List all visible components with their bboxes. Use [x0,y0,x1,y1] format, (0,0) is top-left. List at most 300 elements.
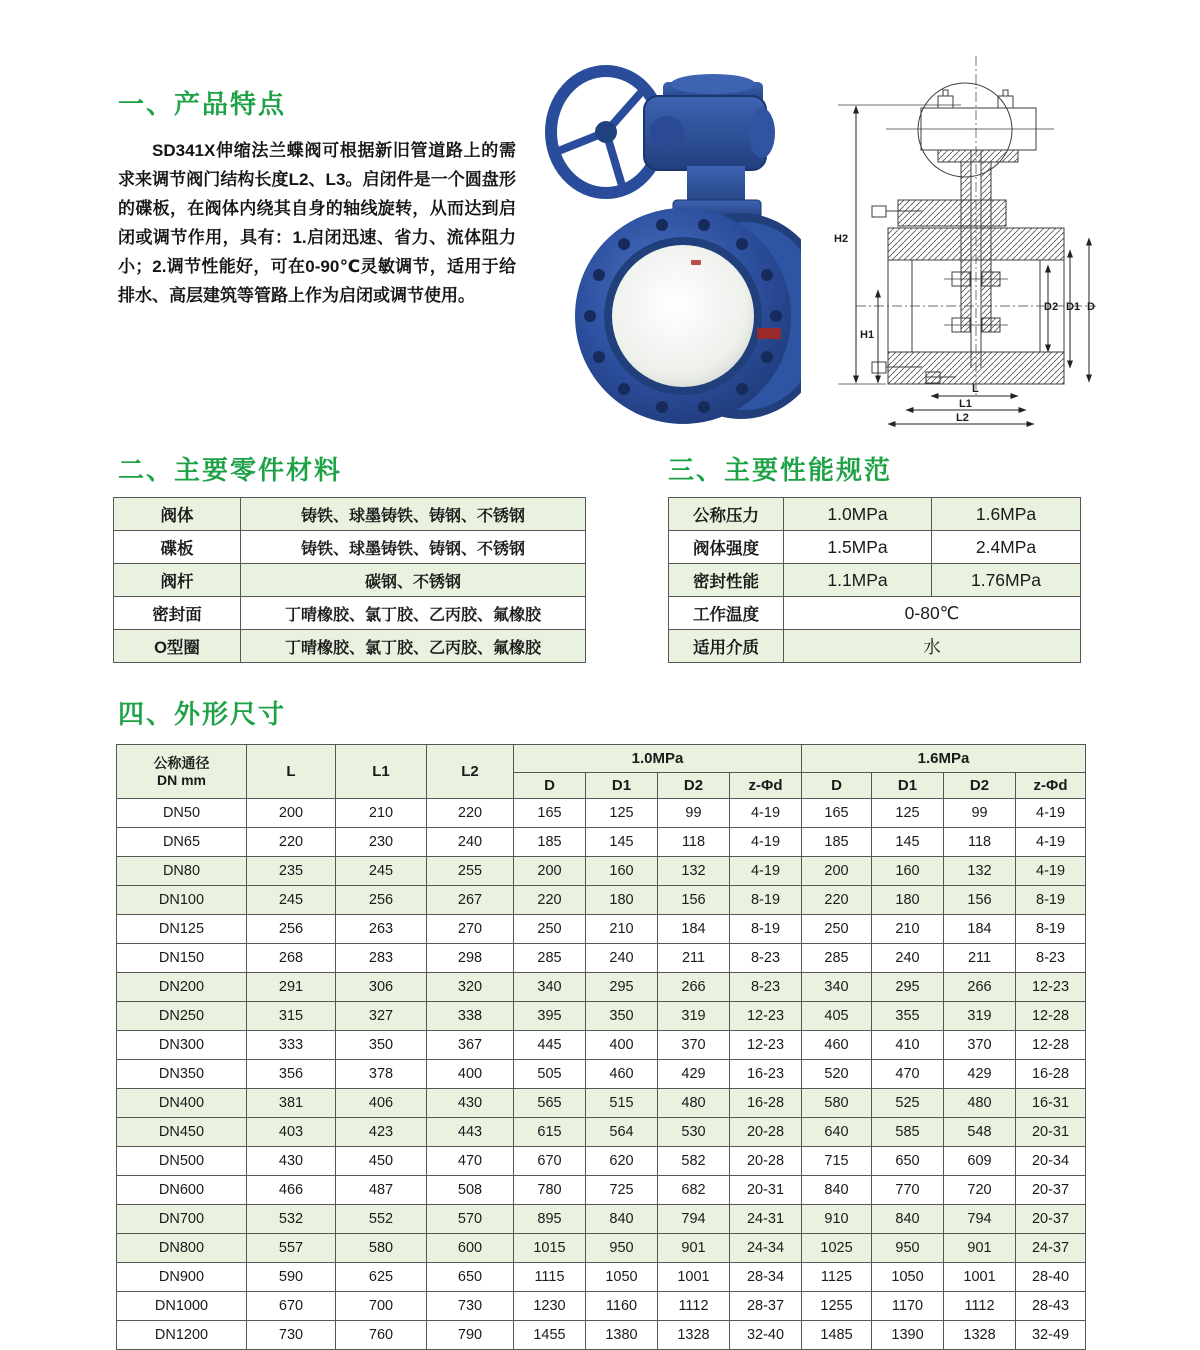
table-cell: 200 [514,857,586,886]
table-cell: 901 [944,1234,1016,1263]
table-cell: 525 [872,1089,944,1118]
table-cell: 367 [427,1031,514,1060]
table-cell: 碳钢、不锈钢 [241,564,586,597]
table-cell: 429 [658,1060,730,1089]
table-cell: 1230 [514,1292,586,1321]
table-row [117,1060,1086,1089]
table-cell: 640 [802,1118,872,1147]
table-cell: 16-31 [1016,1089,1086,1118]
table-cell: 8-19 [730,886,802,915]
table-cell: 256 [336,886,427,915]
table-cell: 340 [802,973,872,1002]
gearbox [644,74,775,170]
table-cell: 565 [514,1089,586,1118]
table-cell: 1001 [944,1263,1016,1292]
table-cell: 丁晴橡胶、氯丁胶、乙丙胶、氟橡胶 [241,630,586,663]
table-cell: 28-43 [1016,1292,1086,1321]
table-cell: 1.0MPa [784,498,932,531]
table-cell: 590 [247,1263,336,1292]
table-cell: 291 [247,973,336,1002]
table-cell: 730 [427,1292,514,1321]
table-cell: 266 [658,973,730,1002]
table-cell: 99 [658,799,730,828]
table-cell: 515 [586,1089,658,1118]
table-cell: 1170 [872,1292,944,1321]
table-cell: 1125 [802,1263,872,1292]
table-cell: 145 [586,828,658,857]
table-cell: 487 [336,1176,427,1205]
table-cell: 密封性能 [669,564,784,597]
table-cell: 582 [658,1147,730,1176]
table-cell: 256 [247,915,336,944]
section4-heading: 四、外形尺寸 [118,699,287,729]
table-cell: 1328 [658,1321,730,1350]
table-cell: 24-31 [730,1205,802,1234]
table-cell: 16-28 [1016,1060,1086,1089]
table-cell: 20-31 [730,1176,802,1205]
dim-label-l1: L1 [959,398,972,410]
table-cell: 4-19 [730,857,802,886]
table-cell: 16-28 [730,1089,802,1118]
table-cell: 1001 [658,1263,730,1292]
table-cell: 1015 [514,1234,586,1263]
dim-label-d: D [1087,301,1095,313]
table-cell: 950 [586,1234,658,1263]
table-cell: 4-19 [730,799,802,828]
table-cell: 609 [944,1147,1016,1176]
table-row [114,564,586,597]
table-cell: 24-37 [1016,1234,1086,1263]
section2-heading: 二、主要零件材料 [118,455,343,485]
dim-label-d2: D2 [1044,301,1059,313]
table-row [117,1234,1086,1263]
table-cell: 350 [586,1002,658,1031]
table-cell: 1025 [802,1234,872,1263]
table-cell: 250 [514,915,586,944]
table-cell: 210 [872,915,944,944]
table-cell: 715 [802,1147,872,1176]
table-row [117,1292,1086,1321]
table-cell: 450 [336,1147,427,1176]
table-cell: 210 [586,915,658,944]
valve-disc [612,245,754,387]
table-cell: 720 [944,1176,1016,1205]
dim-label-h2: H2 [834,233,849,245]
table-cell: 1050 [586,1263,658,1292]
table-row [117,1147,1086,1176]
table-cell: DN300 [117,1031,247,1060]
table-cell: 1485 [802,1321,872,1350]
table-cell: 132 [658,857,730,886]
table-cell: 12-23 [1016,973,1086,1002]
table-cell: 580 [802,1089,872,1118]
table-cell: 400 [586,1031,658,1060]
col-header-d2-b: D2 [944,773,1016,799]
table-row [117,799,1086,828]
table-cell: 333 [247,1031,336,1060]
table-cell: 碟板 [114,531,241,564]
dim-label-h1: H1 [860,329,875,341]
table-row [117,944,1086,973]
table-cell: 165 [802,799,872,828]
col-header-l2: L2 [427,745,514,799]
table-cell: 400 [427,1060,514,1089]
dim-label-l2: L2 [956,412,969,424]
col-group-1.6mpa: 1.6MPa [802,745,1086,773]
table-cell: 1.5MPa [784,531,932,564]
butterfly-valve-photo [543,32,801,428]
table-cell: 阀体强度 [669,531,784,564]
section3-heading: 三、主要性能规范 [668,455,893,485]
table-cell: 20-34 [1016,1147,1086,1176]
table-cell: 370 [658,1031,730,1060]
table-cell: DN200 [117,973,247,1002]
valve-section-drawing [826,50,1108,430]
table-cell: 548 [944,1118,1016,1147]
table-cell: 650 [872,1147,944,1176]
table-cell: 770 [872,1176,944,1205]
table-cell: 725 [586,1176,658,1205]
table-cell: 28-34 [730,1263,802,1292]
performance-table [668,497,1081,663]
table-cell: 丁晴橡胶、氯丁胶、乙丙胶、氟橡胶 [241,597,586,630]
table-cell: 1455 [514,1321,586,1350]
table-cell: 319 [944,1002,1016,1031]
table-cell: DN450 [117,1118,247,1147]
table-cell: 20-37 [1016,1176,1086,1205]
table-cell: 670 [514,1147,586,1176]
col-header-d-b: D [802,773,872,799]
table-cell: 230 [336,828,427,857]
table-cell: 901 [658,1234,730,1263]
table-cell: 790 [427,1321,514,1350]
table-cell: 156 [658,886,730,915]
table-cell: 283 [336,944,427,973]
table-cell: 工作温度 [669,597,784,630]
table-cell: DN1200 [117,1321,247,1350]
table-cell: 780 [514,1176,586,1205]
table-cell: DN800 [117,1234,247,1263]
table-cell: 185 [802,828,872,857]
table-row [117,1118,1086,1147]
table-cell: 4-19 [1016,828,1086,857]
table-cell: 铸铁、球墨铸铁、铸钢、不锈钢 [241,498,586,531]
table-cell: 266 [944,973,1016,1002]
table-cell: 564 [586,1118,658,1147]
table-cell: 4-19 [1016,857,1086,886]
col-header-l: L [247,745,336,799]
dimension-drawing [826,50,1108,430]
table-cell: 625 [336,1263,427,1292]
materials-table [113,497,586,663]
table-cell: 552 [336,1205,427,1234]
table-row [117,1089,1086,1118]
table-row [669,597,1081,630]
table-row [669,531,1081,564]
table-cell: 32-49 [1016,1321,1086,1350]
table-cell: 28-37 [730,1292,802,1321]
table-cell: 12-28 [1016,1031,1086,1060]
table-cell: 4-19 [1016,799,1086,828]
table-cell: 895 [514,1205,586,1234]
table-cell: 615 [514,1118,586,1147]
table-cell: 306 [336,973,427,1002]
table-cell: 1115 [514,1263,586,1292]
table-cell: DN350 [117,1060,247,1089]
table-cell: 263 [336,915,427,944]
table-cell: 240 [427,828,514,857]
table-cell: DN900 [117,1263,247,1292]
table-cell: 1255 [802,1292,872,1321]
table-cell: 20-37 [1016,1205,1086,1234]
table-cell: 530 [658,1118,730,1147]
nameplate [757,328,781,339]
table-cell: 200 [247,799,336,828]
table-cell: 24-34 [730,1234,802,1263]
table-cell: 铸铁、球墨铸铁、铸钢、不锈钢 [241,531,586,564]
table-cell: 295 [586,973,658,1002]
table-cell: 145 [872,828,944,857]
col-header-dn: 公称通径 DN mm [117,745,247,799]
table-cell: 1328 [944,1321,1016,1350]
table-cell: 156 [944,886,1016,915]
table-row [114,498,586,531]
table-cell: 327 [336,1002,427,1031]
table-cell: 700 [336,1292,427,1321]
table-cell: 180 [872,886,944,915]
table-cell: DN700 [117,1205,247,1234]
table-cell: 125 [586,799,658,828]
table-cell: 220 [514,886,586,915]
table-cell: 1112 [658,1292,730,1321]
col-header-d1-b: D1 [872,773,944,799]
performance-table-body [669,498,1081,663]
table-cell: 650 [427,1263,514,1292]
table-cell: 520 [802,1060,872,1089]
table-row [114,597,586,630]
table-cell: 840 [872,1205,944,1234]
table-cell: 570 [427,1205,514,1234]
table-cell: 338 [427,1002,514,1031]
table-row [117,1031,1086,1060]
table-cell: 466 [247,1176,336,1205]
table-row [114,630,586,663]
table-row [117,886,1086,915]
table-cell: 8-19 [1016,886,1086,915]
table-cell: 580 [336,1234,427,1263]
table-cell: DN600 [117,1176,247,1205]
table-cell: 378 [336,1060,427,1089]
table-cell: 600 [427,1234,514,1263]
table-cell: 406 [336,1089,427,1118]
table-cell: 1.6MPa [932,498,1081,531]
table-cell: 1.76MPa [932,564,1081,597]
table-cell: 840 [802,1176,872,1205]
product-photo [543,32,801,428]
table-cell: 395 [514,1002,586,1031]
table-cell: 12-28 [1016,1002,1086,1031]
table-cell: 480 [658,1089,730,1118]
table-cell: 125 [872,799,944,828]
col-header-d-a: D [514,773,586,799]
table-cell: 267 [427,886,514,915]
table-cell: 99 [944,799,1016,828]
table-cell: 295 [872,973,944,1002]
table-cell: 840 [586,1205,658,1234]
table-cell: 118 [944,828,1016,857]
table-cell: 505 [514,1060,586,1089]
table-cell: 480 [944,1089,1016,1118]
table-cell: 470 [427,1147,514,1176]
table-cell: 268 [247,944,336,973]
table-cell: 429 [944,1060,1016,1089]
table-cell: 8-23 [730,944,802,973]
dim-label-l: L [972,383,979,395]
table-cell: 470 [872,1060,944,1089]
table-cell: 1112 [944,1292,1016,1321]
table-cell: 0-80℃ [784,597,1081,630]
table-cell: 220 [802,886,872,915]
table-cell: DN250 [117,1002,247,1031]
table-cell: 184 [658,915,730,944]
table-cell: DN400 [117,1089,247,1118]
dimensions-table-head [117,745,1086,799]
table-cell: DN150 [117,944,247,973]
table-cell: 910 [802,1205,872,1234]
table-cell: 430 [247,1147,336,1176]
dimensions-table-body [117,799,1086,1350]
table-cell: 公称压力 [669,498,784,531]
col-group-1.0mpa: 1.0MPa [514,745,802,773]
table-row [117,915,1086,944]
section1-heading: 一、产品特点 [118,89,287,119]
table-cell: 240 [872,944,944,973]
table-cell: 1.1MPa [784,564,932,597]
table-cell: 4-19 [730,828,802,857]
table-cell: 423 [336,1118,427,1147]
table-row [114,531,586,564]
table-cell: 794 [658,1205,730,1234]
table-cell: 350 [336,1031,427,1060]
table-row [669,498,1081,531]
table-row [117,1002,1086,1031]
table-cell: 245 [247,886,336,915]
table-cell: 118 [658,828,730,857]
table-cell: 443 [427,1118,514,1147]
table-cell: 2.4MPa [932,531,1081,564]
table-cell: 8-23 [1016,944,1086,973]
table-cell: 160 [586,857,658,886]
table-cell: 620 [586,1147,658,1176]
table-cell: 381 [247,1089,336,1118]
table-cell: 1380 [586,1321,658,1350]
table-cell: 1390 [872,1321,944,1350]
table-cell: 950 [872,1234,944,1263]
table-cell: 水 [784,630,1081,663]
table-cell: 270 [427,915,514,944]
dimensions-table [116,744,1086,1350]
table-cell: 250 [802,915,872,944]
table-cell: DN50 [117,799,247,828]
table-row [117,828,1086,857]
table-cell: 760 [336,1321,427,1350]
table-row [117,1263,1086,1292]
table-cell: 20-28 [730,1118,802,1147]
table-cell: 180 [586,886,658,915]
dim-label-d1: D1 [1066,301,1081,313]
table-cell: 32-40 [730,1321,802,1350]
col-header-zphid-a: z-Φd [730,773,802,799]
table-cell: 8-23 [730,973,802,1002]
table-row [117,857,1086,886]
table-cell: 405 [802,1002,872,1031]
table-cell: 508 [427,1176,514,1205]
table-cell: 235 [247,857,336,886]
table-cell: 315 [247,1002,336,1031]
table-cell: 319 [658,1002,730,1031]
table-cell: 430 [427,1089,514,1118]
table-cell: 445 [514,1031,586,1060]
table-cell: 557 [247,1234,336,1263]
table-cell: 730 [247,1321,336,1350]
table-cell: 160 [872,857,944,886]
table-cell: 285 [802,944,872,973]
table-row [669,630,1081,663]
table-cell: 403 [247,1118,336,1147]
col-header-zphid-b: z-Φd [1016,773,1086,799]
table-row [669,564,1081,597]
table-cell: DN1000 [117,1292,247,1321]
table-cell: 320 [427,973,514,1002]
table-cell: 阀体 [114,498,241,531]
table-cell: 165 [514,799,586,828]
table-cell: 682 [658,1176,730,1205]
table-cell: DN100 [117,886,247,915]
table-row [117,973,1086,1002]
table-cell: 阀杆 [114,564,241,597]
table-cell: 200 [802,857,872,886]
table-cell: O型圈 [114,630,241,663]
table-cell: 532 [247,1205,336,1234]
table-row [117,1205,1086,1234]
table-cell: 220 [427,799,514,828]
table-cell: DN125 [117,915,247,944]
table-cell: 211 [658,944,730,973]
table-cell: 184 [944,915,1016,944]
table-cell: 356 [247,1060,336,1089]
table-row [117,1176,1086,1205]
table-cell: 28-40 [1016,1263,1086,1292]
table-cell: 185 [514,828,586,857]
table-cell: 12-23 [730,1031,802,1060]
table-cell: 8-19 [730,915,802,944]
table-cell: DN500 [117,1147,247,1176]
table-cell: 340 [514,973,586,1002]
table-cell: 1160 [586,1292,658,1321]
col-header-l1: L1 [336,745,427,799]
table-cell: 585 [872,1118,944,1147]
table-row [117,1321,1086,1350]
table-cell: 211 [944,944,1016,973]
table-cell: 适用介质 [669,630,784,663]
table-cell: 220 [247,828,336,857]
table-cell: 12-23 [730,1002,802,1031]
table-cell: 8-19 [1016,915,1086,944]
table-cell: 255 [427,857,514,886]
col-header-d2-a: D2 [658,773,730,799]
table-cell: 16-23 [730,1060,802,1089]
materials-table-body [114,498,586,663]
